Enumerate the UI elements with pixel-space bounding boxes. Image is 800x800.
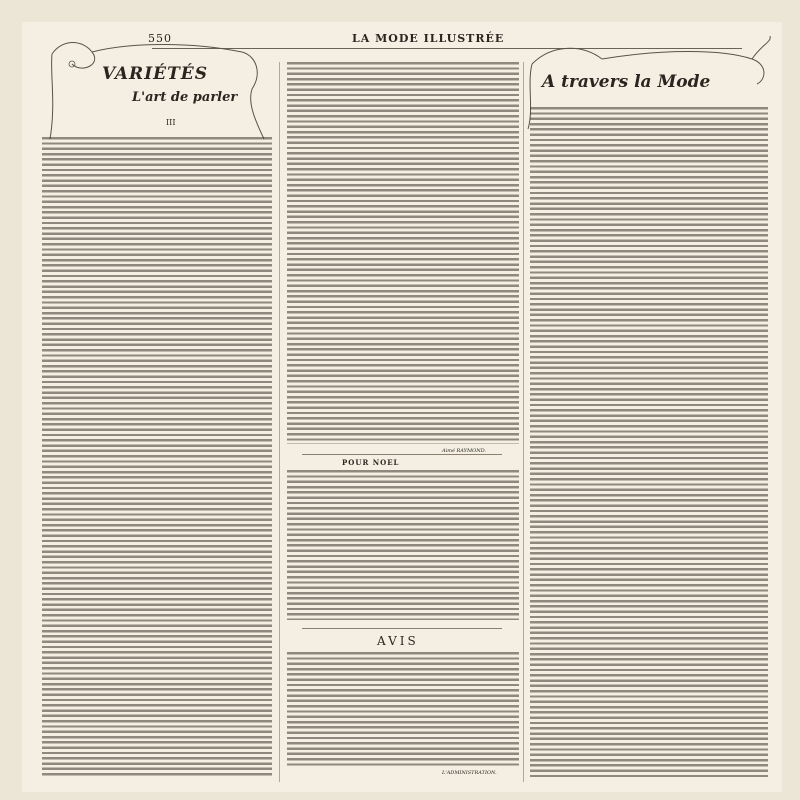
right-column-text xyxy=(530,107,768,777)
administration-signature: L'ADMINISTRATION. xyxy=(442,770,497,776)
part-numeral: III xyxy=(166,118,176,127)
section-divider-1 xyxy=(302,454,502,455)
publication-title: LA MODE ILLUSTRÉE xyxy=(352,32,505,45)
art-de-parler-subtitle: L'art de parler xyxy=(132,90,238,105)
column-separator-right xyxy=(523,62,524,782)
avis-text xyxy=(287,652,519,767)
avis-heading: AVIS xyxy=(377,634,419,648)
pour-noel-text xyxy=(287,470,519,620)
left-column-text xyxy=(42,137,272,777)
a-travers-la-mode-heading: A travers la Mode xyxy=(542,72,711,92)
art-nouveau-ornament-left xyxy=(42,34,272,144)
middle-column-text-top xyxy=(287,62,519,444)
newspaper-page xyxy=(22,22,782,792)
article-signature: Aimé RAYMOND. xyxy=(442,448,486,454)
varietes-heading: VARIÉTÉS xyxy=(102,64,208,84)
section-divider-2 xyxy=(302,628,502,629)
pour-noel-heading: POUR NOEL xyxy=(342,458,400,467)
page-number: 550 xyxy=(148,32,172,45)
column-separator-left xyxy=(279,62,280,782)
